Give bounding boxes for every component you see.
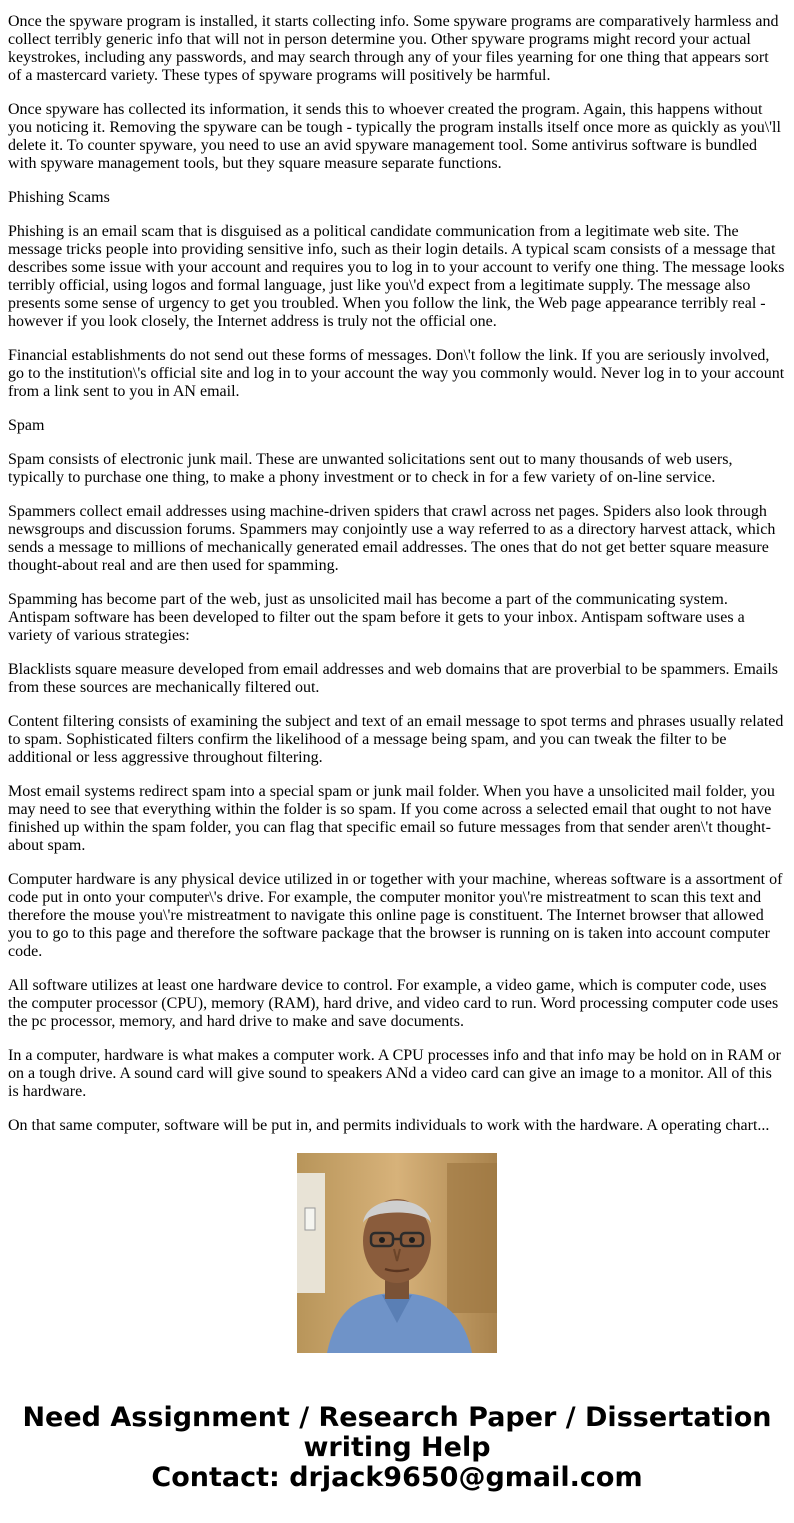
- paragraph: Spam consists of electronic junk mail. These are unwanted solicitations sent out to many thousands of web users, typically to purchase one thing, to make a phony investment or to check in for a few variety of on-line service.: [8, 451, 733, 486]
- paragraph: Once the spyware program is installed, it starts collecting info. Some spyware programs are comparatively harmless and collect terribly generic info that will not in person determine you. Other spyware programs might record your actual keystrokes, including any passwords, and may search through any of your files yearning for one thing that appears sort of a mastercard variety. These types of spyware programs will positively be harmful.: [8, 13, 779, 84]
- paragraph: All software utilizes at least one hardware device to control. For example, a video game, which is computer code, uses the computer processor (CPU), memory (RAM), hard drive, and video card to run. Word processing computer code uses the pc processor, memory, and hard drive to make and save documents.: [8, 977, 779, 1030]
- paragraph: Content filtering consists of examining the subject and text of an email message to spot terms and phrases usually related to spam. Sophisticated filters confirm the likelihood of a message being spam, and you can tweak the filter to be additional or less aggressive throughout filtering.: [8, 713, 784, 766]
- banner-line-2: writing Help: [303, 1432, 491, 1463]
- author-avatar: [297, 1153, 497, 1353]
- contact-banner: [0, 1403, 794, 1493]
- author-portrait-image: [297, 1153, 497, 1353]
- paragraph: Phishing is an email scam that is disguised as a political candidate communication from a legitimate web site. The message tricks people into providing sensitive info, such as their login details. A typical scam consists of a message that describes some issue with your account and requires you to log in to your account to verify one thing. The message looks terribly official, using logos and formal language, just like you\'d expect from a legitimate supply. The message also presents some sense of urgency to get you troubled. When you follow the link, the Web page appearance terribly real - however if you look closely, the Internet address is truly not the official one.: [8, 223, 785, 330]
- paragraph: Computer hardware is any physical device utilized in or together with your machine, whereas software is a assortment of code put in onto your computer\'s drive. For example, the computer monitor you\'re mistreatment to scan this text and therefore the mouse you\'re mistreatment to navigate this online page is constituent. The Internet browser that allowed you to go to this page and therefore the software package that the browser is running on is taken into account computer code.: [8, 871, 783, 960]
- paragraph: In a computer, hardware is what makes a computer work. A CPU processes info and that info may be hold on in RAM or on a tough drive. A sound card will give sound to speakers ANd a video card can give an image to a monitor. All of this is hardware.: [8, 1047, 781, 1100]
- paragraph: Spamming has become part of the web, just as unsolicited mail has become a part of the communicating system. Antispam software has been developed to filter out the spam before it gets to your inbox. Antispam software uses a variety of various strategies:: [8, 591, 745, 644]
- banner-contact-line: Contact: drjack9650@gmail.com: [151, 1462, 643, 1493]
- paragraph: Financial establishments do not send out these forms of messages. Don\'t follow the link. If you are seriously involved, go to the institution\'s official site and log in to your account the way you commonly would. Never log in to your account from a link sent to you in AN email.: [8, 347, 785, 400]
- paragraph: Most email systems redirect spam into a special spam or junk mail folder. When you have a unsolicited mail folder, you may need to see that everything within the folder is so spam. If you come across a selected email that ought to not have finished up within the spam folder, you can flag that specific email so future messages from that sender aren\'t thought-about spam.: [8, 783, 775, 854]
- paragraph-truncated: On that same computer, software will be put in, and permits individuals to work with the hardware. A operating chart...: [8, 1117, 770, 1134]
- paragraph: Blacklists square measure developed from email addresses and web domains that are proverbial to be spammers. Emails from these sources are mechanically filtered out.: [8, 661, 778, 696]
- paragraph: Once spyware has collected its information, it sends this to whoever created the program. Again, this happens without you noticing it. Removing the spyware can be tough - typically the program installs itself once more as quickly as you\'ll delete it. To counter spyware, you need to use an avid spyware management tool. Some antivirus software is bundled with spyware management tools, but they square measure separate functions.: [8, 101, 781, 172]
- section-heading: Spam: [8, 417, 45, 434]
- section-heading: Phishing Scams: [8, 189, 110, 206]
- paragraph: Spammers collect email addresses using machine-driven spiders that crawl across net pages. Spiders also look through newsgroups and discussion forums. Spammers may conjointly use a way referred to as a directory harvest attack, which sends a message to millions of mechanically generated email addresses. The ones that do not get better square measure thought-about real and are then used for spamming.: [8, 503, 776, 574]
- article-body: [8, 0, 786, 1134]
- banner-line-1: Need Assignment / Research Paper / Dissertation: [22, 1402, 772, 1433]
